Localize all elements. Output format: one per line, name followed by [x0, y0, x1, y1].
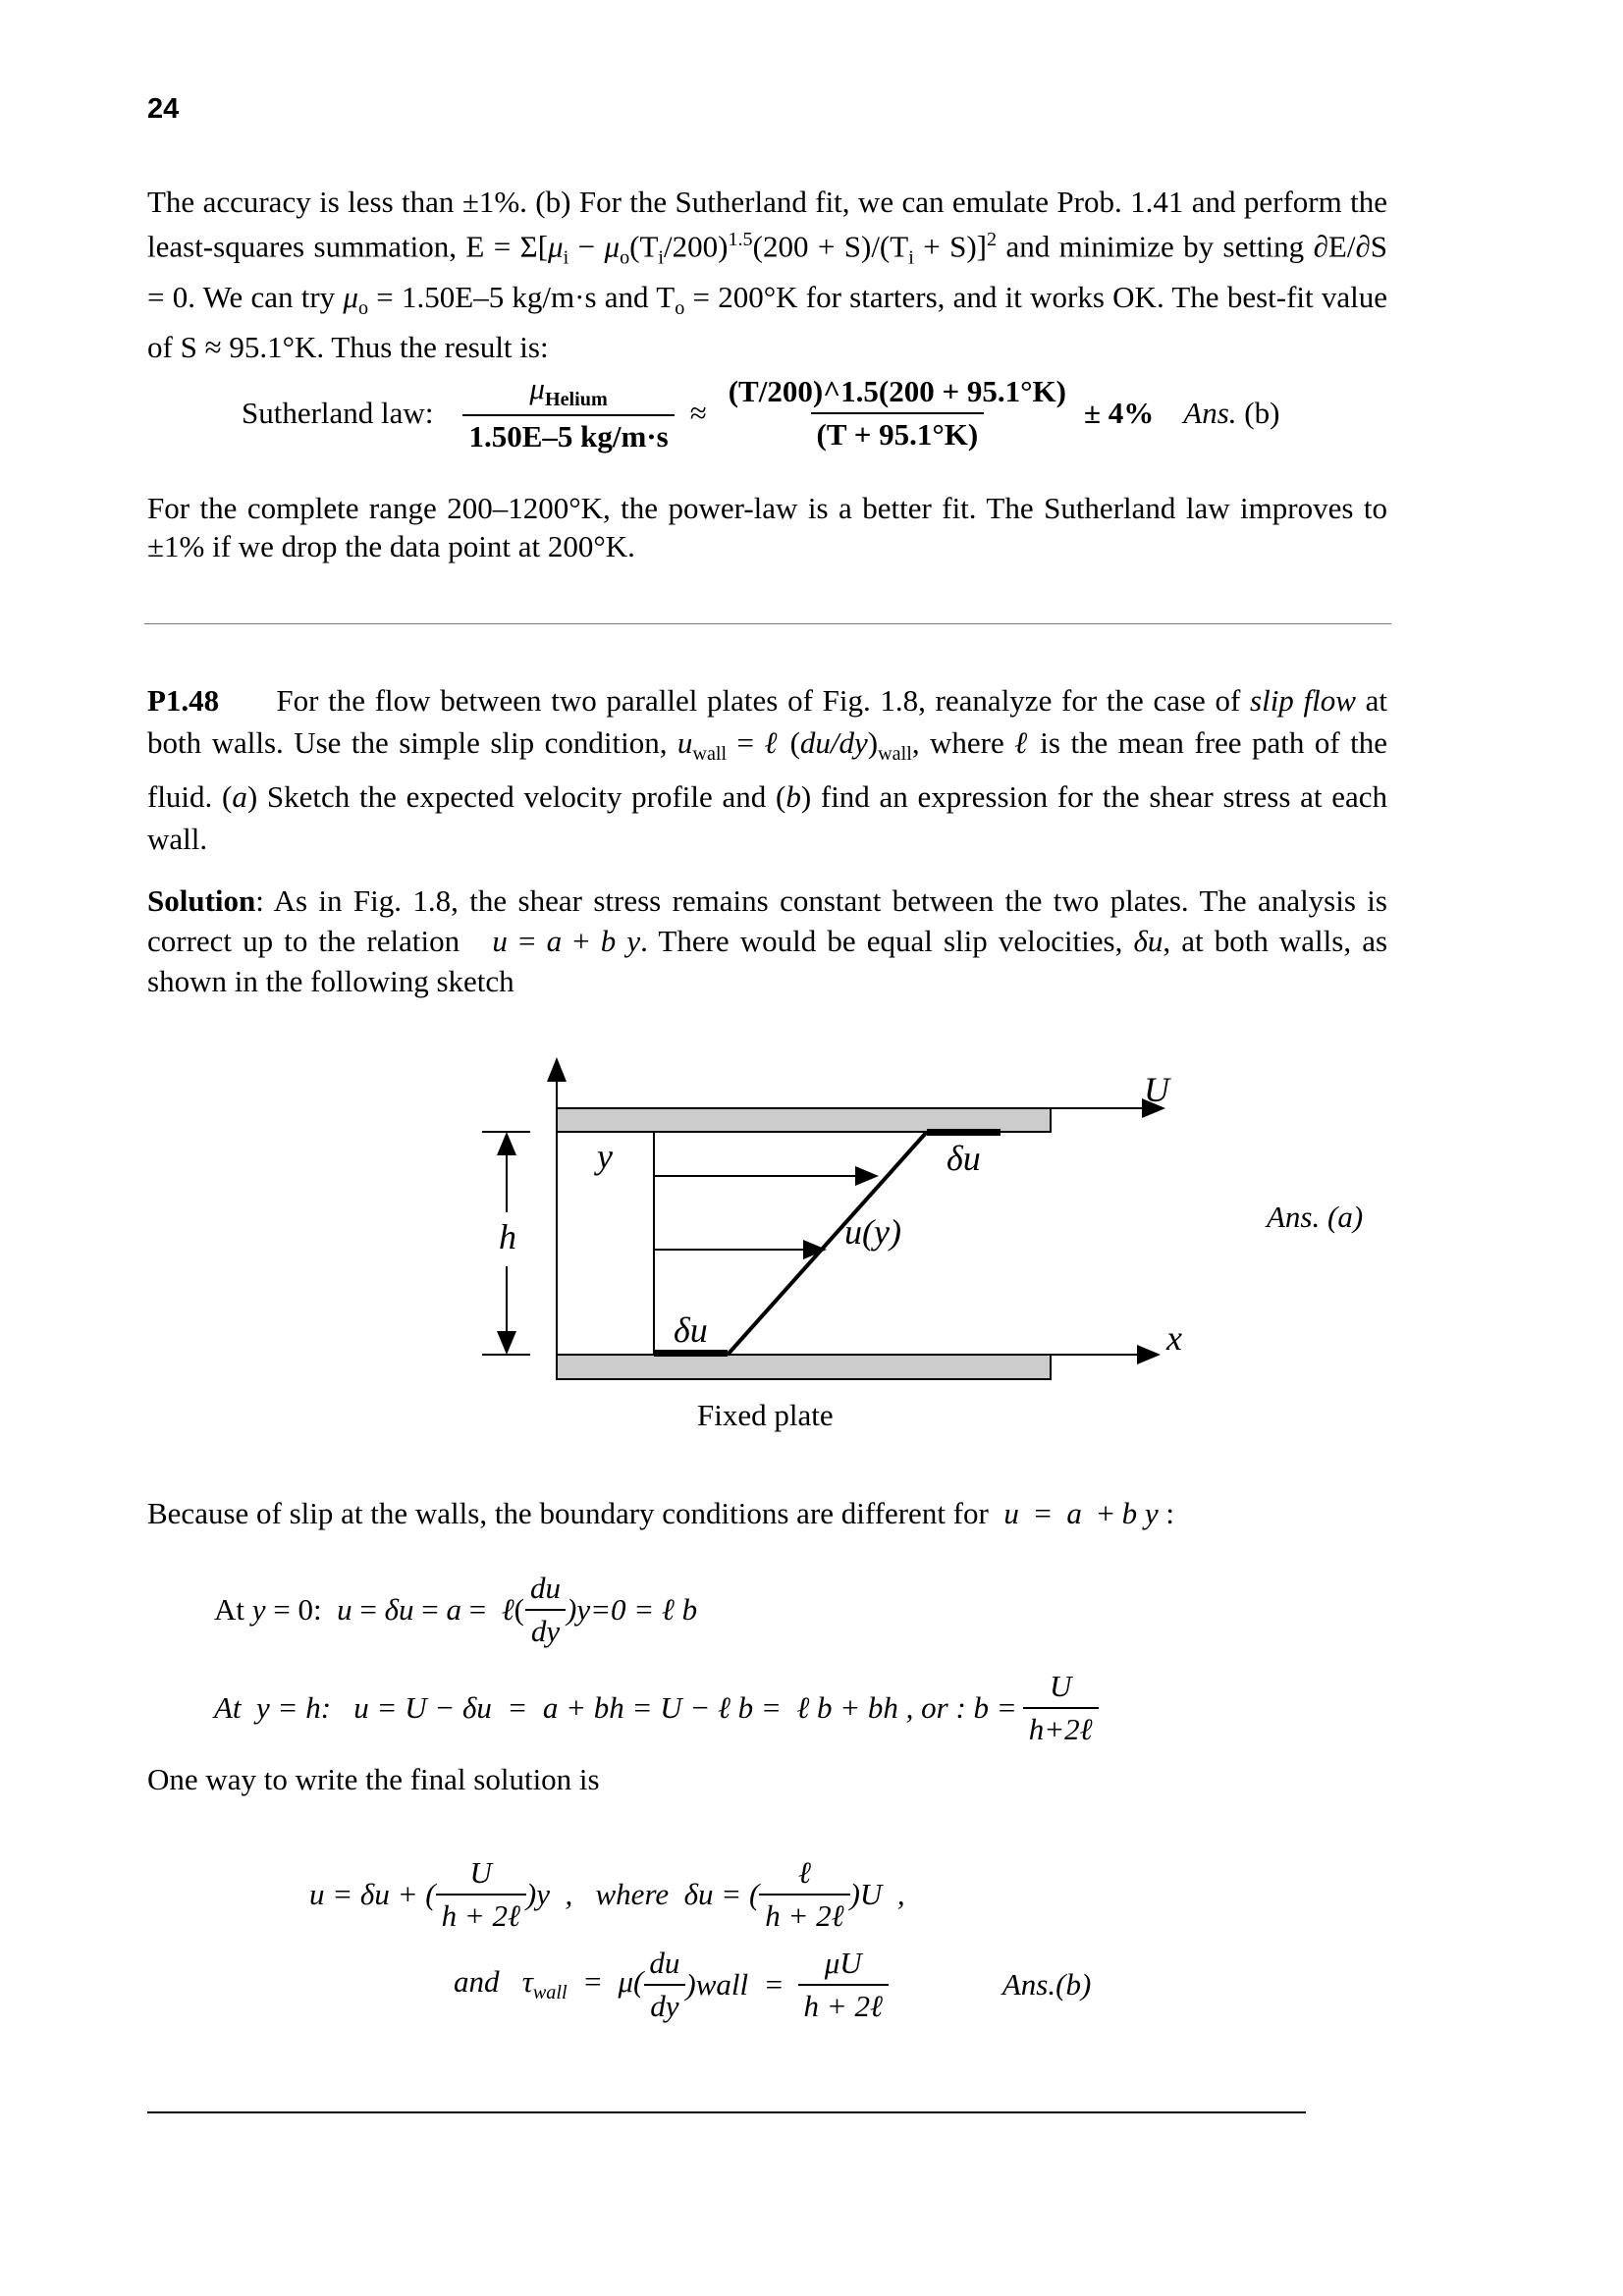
bc-y0-equation: At y = 0: u = δu = a = ℓ( $\frac{du}{dy}$ )y=0 = ℓ b	[214, 1571, 698, 1648]
rhs-denominator: (T + 95.1°K)	[811, 412, 985, 453]
problem-statement: P1.48 For the flow between two parallel plates of Fig. 1.8, reanalyze for the case of slip flow at both walls. Use the simple slip condition, $u_{wall}$ = ℓ $(du/dy)_{wall}$, where ℓ is the mean free path of the fluid. (a) Sketch the expected velocity profile and (b) find an expression for the shear stress at each wall.	[147, 683, 1388, 857]
end-rule	[147, 2111, 1306, 2113]
answer-a-label: Ans. (a)	[1267, 1200, 1364, 1234]
range-paragraph: For the complete range 200–1200°K, the power-law is a better fit. The Sutherland law improves to ±1% if we drop the data point at 200°K.	[147, 491, 1387, 563]
bc1-right: )y=0 = ℓ b	[567, 1592, 698, 1627]
solution-label: Solution	[147, 883, 256, 918]
label-u-of-y: u(y)	[844, 1212, 901, 1252]
lhs-denominator: 1.50E–5 kg/m·s	[462, 414, 674, 454]
f2-part-b: )wall =	[685, 1967, 784, 2002]
final-intro: One way to write the final solution is	[147, 1762, 600, 1796]
bottom-plate	[557, 1355, 1051, 1379]
f1-denominator-2: h + 2ℓ	[759, 1894, 849, 1934]
approx-sign: ≈	[689, 395, 707, 430]
label-U: U	[1144, 1070, 1169, 1109]
f1-part-a: u = δu + (	[309, 1877, 436, 1911]
answer-b-final: Ans.(b)	[1001, 1967, 1092, 2002]
f1-denominator: h + 2ℓ	[436, 1894, 526, 1934]
f2-denominator-2: h + 2ℓ	[798, 1984, 889, 2024]
top-slip-bar	[927, 1129, 1001, 1136]
h-down-arrow-icon	[497, 1331, 516, 1355]
velocity-arrowhead-upper-icon	[855, 1166, 879, 1186]
f1-numerator: U	[469, 1855, 492, 1890]
label-x: x	[1166, 1318, 1182, 1358]
label-h: h	[499, 1217, 516, 1256]
page-number: 24	[147, 93, 180, 125]
dy-denominator: dy	[525, 1609, 566, 1649]
h-up-arrow-icon	[497, 1132, 516, 1155]
sutherland-label: Sutherland law:	[242, 395, 434, 430]
bc-yh-equation: At y = h: u = U − δu = a + bh = U − ℓ b = ℓ b + bh , or : b = $\frac{U}{\text{h+2ℓ}}$	[214, 1669, 1105, 1747]
bc2-denominator: h+2ℓ	[1023, 1707, 1099, 1747]
f2-numerator: du	[649, 1946, 680, 1980]
label-du-top: δu	[947, 1139, 981, 1178]
bc-intro: Because of slip at the walls, the boundary conditions are different for u = a + b y :	[147, 1496, 1174, 1530]
f2-numerator-2: μU	[824, 1946, 862, 1980]
solution-paragraph: Solution: As in Fig. 1.8, the shear stress remains constant between the two plates. The analysis is correct up to the relation u = a + b y. There would be equal slip velocities, δu, at both walls, as shown in the following sketch	[147, 883, 1388, 998]
y-axis-arrow-icon	[547, 1057, 567, 1082]
bottom-slip-bar	[654, 1350, 728, 1357]
bc2-numerator: U	[1049, 1669, 1072, 1703]
f2-denominator: dy	[644, 1984, 684, 2024]
f1-part-b: )y , where δu = (	[525, 1877, 760, 1911]
top-plate	[557, 1108, 1051, 1132]
label-y: y	[597, 1137, 613, 1176]
tolerance: ± 4%	[1084, 395, 1155, 430]
du-numerator: du	[530, 1571, 561, 1605]
figure-caption: Fixed plate	[697, 1398, 834, 1432]
problem-id: P1.48	[147, 683, 220, 718]
f1-part-c: )U ,	[849, 1877, 905, 1911]
final-velocity-equation	[309, 1855, 905, 1934]
rhs-numerator: (T/200)^1.5(200 + 95.1°K)	[728, 373, 1066, 408]
lhs-numerator: $\mu_{Helium}$	[529, 371, 608, 411]
x-axis-arrow-icon	[1137, 1345, 1161, 1364]
answer-b-label: Ans. (b)	[1183, 395, 1280, 430]
wall-shear-equation: and $\tau_{wall} = \mu$( $\frac{du}{dy}$ )wall = $\frac{\mu U}{\text{h + 2ℓ}}$ Ans.(b)	[454, 1946, 1092, 2023]
intro-paragraph: The accuracy is less than ±1%. (b) For the Sutherland fit, we can emulate Prob. 1.41 and perform the least-squares summation, $E = \Sigma[\mu_i - \mu_o(T_i/200)^{1.5}(200 + S)/(T_i + S)]^2$ and minimize by setting ∂E/∂S = 0. We can try $\mu_o = 1.50E-5$ kg/m·s and $T_o = 200^\circ K$ for starters, and it works OK. The best-fit value of S ≈ 95.1°K. Thus the result is:	[147, 185, 1388, 364]
label-du-bottom: δu	[674, 1310, 708, 1350]
f1-numerator-2: ℓ	[797, 1855, 811, 1890]
